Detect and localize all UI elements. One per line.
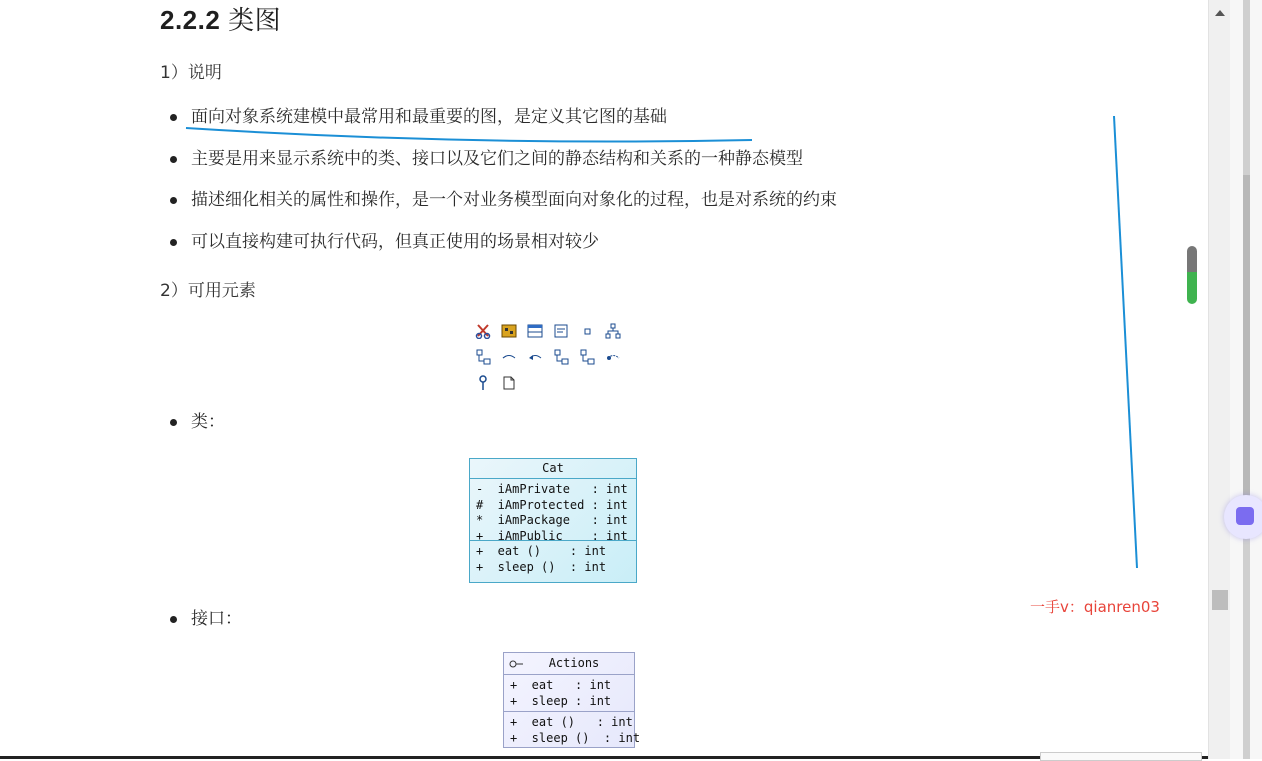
interface-attributes [504,675,634,712]
vertical-scrollbar[interactable] [1208,0,1231,759]
generalization-icon [473,347,493,367]
section-heading-elements: 2）可用元素 [160,281,256,301]
bullet-interface-label: 接口： [170,607,242,631]
bullet-class-label: 类： [170,410,225,434]
aggregation-icon [551,347,571,367]
title-number: 2.2.2 [160,5,221,35]
dot-icon [577,321,597,341]
interface-lollipop-icon [509,659,525,669]
directed-association-icon [525,347,545,367]
class-attributes [470,479,636,541]
dependency-icon [603,347,623,367]
interface-operation: + sleep () : int [510,730,641,745]
title-text: 类图 [228,6,282,36]
vertical-stroke [1114,116,1137,568]
watermark-text: 一手v：qianren03 [1030,598,1160,616]
scrollbar-thumb[interactable] [1212,590,1228,610]
interface-attribute: + sleep : int [510,693,612,708]
floating-assistant-button[interactable] [1224,495,1262,539]
interface-operations [504,712,641,748]
bottom-panel [1040,752,1202,761]
interface-diagram-box [503,652,641,748]
class-diagram-box [469,458,637,583]
composition-icon [577,347,597,367]
interface-operation: + eat () : int [510,715,633,729]
tree-icon [603,321,623,341]
chat-icon [1236,507,1254,525]
scroll-up-icon[interactable] [1215,10,1225,16]
class-operation: + eat () : int [476,544,607,558]
interface-attribute: + eat : int [510,678,612,692]
class-operation: + sleep () : int [476,559,607,574]
bullet-item: 描述细化相关的属性和操作，是一个对业务模型面向对象化的过程，也是对系统的约束 [170,185,837,227]
class-attribute: * iAmPackage : int [476,513,628,527]
note-icon [551,321,571,341]
class-attribute: + iAmPublic : int [476,528,628,543]
class-attribute: # iAmProtected : int [476,497,628,512]
class-name: Cat [470,459,636,479]
comment-icon [499,373,519,393]
scissors-icon [473,321,493,341]
table-icon [525,321,545,341]
interface-name: Actions [548,656,600,670]
bullet-item: 主要是用来显示系统中的类、接口以及它们之间的静态结构和关系的一种静态模型 [170,144,837,186]
class-attribute: - iAmPrivate : int [476,482,628,496]
bullet-item: 面向对象系统建模中最常用和最重要的图，是定义其它图的基础 [170,102,837,144]
class-operations [470,541,636,577]
bullet-item: 可以直接构建可执行代码，但真正使用的场景相对较少 [170,227,837,269]
scroll-indicator[interactable] [1187,246,1197,304]
interface-icon [473,373,493,393]
outer-scrollbar-thumb[interactable] [1243,175,1250,535]
uml-toolbox [473,318,633,396]
underline-stroke [186,128,752,142]
section-heading-description: 1）说明 [160,63,222,83]
association-icon [499,347,519,367]
class-icon [499,321,519,341]
